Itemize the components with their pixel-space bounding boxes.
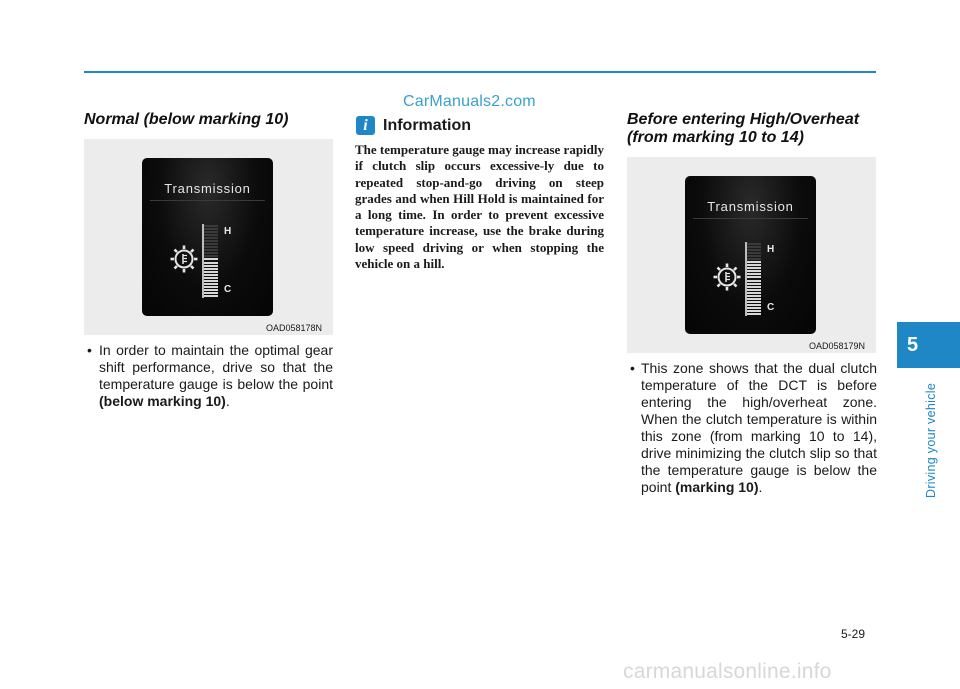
gauge-segment [204,292,218,294]
gauge-segment [204,277,218,279]
right-title-line2: (from marking 10 to 14) [627,129,804,146]
screen-title: Transmission [707,199,794,214]
gauge-segment [747,252,761,254]
screen-divider [150,200,265,201]
gauge-segment [747,286,761,288]
information-text: The temperature gauge may increase rapidly if clutch slip occurs excessive-ly due to repeated stop-and-go driving on steep grades and when Hill Hold is maintained for a long time. In order to prevent excessive temperature increase, use the brake during low speed driving or when stopping the vehicle on a hill. [355,142,605,272]
gauge-segment [747,273,761,275]
gauge-segment [204,258,218,260]
bullet-text: This zone shows that the dual clutch temperature of the DCT is before entering the high/overheat zone. When the clutch temperature is within this zone (from marking 10 to 14), drive minimizing the clutch slip so that the temperature gauge is below the point [641,360,877,495]
gauge-segment [747,267,761,269]
gauge-segment [747,301,761,303]
gauge-segment [204,249,218,251]
cluster-display [142,158,273,316]
page-number: 5-29 [841,627,866,641]
bullet-marker: • [630,360,635,376]
screen-divider [693,218,808,219]
gauge-segment [747,246,761,248]
gauge-segment [747,292,761,294]
temperature-gauge [745,242,763,316]
gauge-segment [204,274,218,276]
gauge-segment [204,225,218,227]
gauge-segment [747,280,761,282]
figure-caption: OAD058179N [809,341,866,351]
information-heading: Information [383,117,471,134]
gauge-segment [204,283,218,285]
gauge-segment [204,280,218,282]
gauge-segment [747,283,761,285]
header-rule [84,71,876,73]
gauge-segment [747,289,761,291]
chapter-label-text: Driving your vehicle [924,382,938,498]
right-title-line1: Before entering High/Overheat [627,111,860,128]
gauge-segment [204,286,218,288]
gauge-segment [204,268,218,270]
gear-temperature-icon [712,262,742,292]
bullet-end: . [225,393,230,409]
chapter-side-label [912,382,938,498]
gauge-segment [747,307,761,309]
gauge-segment [747,258,761,260]
gauge-low-label: C [767,302,775,313]
gauge-segment [747,295,761,297]
gauge-segment [747,243,761,245]
gauge-segment [747,255,761,257]
chapter-number: 5 [906,334,919,356]
gauge-segment [204,228,218,230]
gauge-segment [747,298,761,300]
bottom-watermark: carmanualsonline.info [623,660,832,683]
gauge-segment [204,255,218,257]
gauge-segment [747,264,761,266]
cluster-display [685,176,816,334]
bullet-end: . [758,479,763,495]
top-watermark: CarManuals2.com [403,93,536,110]
chapter-tab [897,322,960,368]
gauge-segment [204,262,218,264]
gauge-low-label: C [224,284,232,295]
gauge-segment [204,295,218,297]
left-section-title: Normal (below marking 10) [84,111,289,128]
figure-caption: OAD058178N [266,323,323,333]
gauge-segment [747,270,761,272]
information-icon: i [356,116,375,135]
right-figure [627,157,876,353]
gauge-segment [747,310,761,312]
gauge-segment [204,243,218,245]
gauge-segment [747,276,761,278]
gauge-segment [747,304,761,306]
temperature-gauge [202,224,220,298]
left-bullet-paragraph [99,342,333,410]
gauge-high-label: H [767,244,775,255]
right-section-title [627,111,859,147]
gauge-segment [204,252,218,254]
gauge-segment [204,265,218,267]
gauge-high-label: H [224,226,232,237]
gauge-segment [204,271,218,273]
left-figure [84,139,333,335]
bullet-marker: • [87,342,92,358]
right-bullet-paragraph [641,360,877,496]
gauge-segment [204,234,218,236]
gauge-segment [204,237,218,239]
gauge-segment [747,261,761,263]
gauge-segment [204,289,218,291]
gauge-segment [747,249,761,251]
bullet-bold-text: (below marking 10) [99,393,226,409]
gauge-segment [747,313,761,315]
screen-title: Transmission [164,181,251,196]
gear-temperature-icon [169,244,199,274]
gauge-segment [204,246,218,248]
bullet-text: In order to maintain the optimal gear shift performance, drive so that the temperature gauge is below the point [99,342,333,392]
gauge-segment [204,240,218,242]
gauge-segment [204,231,218,233]
bullet-bold-text: (marking 10) [675,479,759,495]
